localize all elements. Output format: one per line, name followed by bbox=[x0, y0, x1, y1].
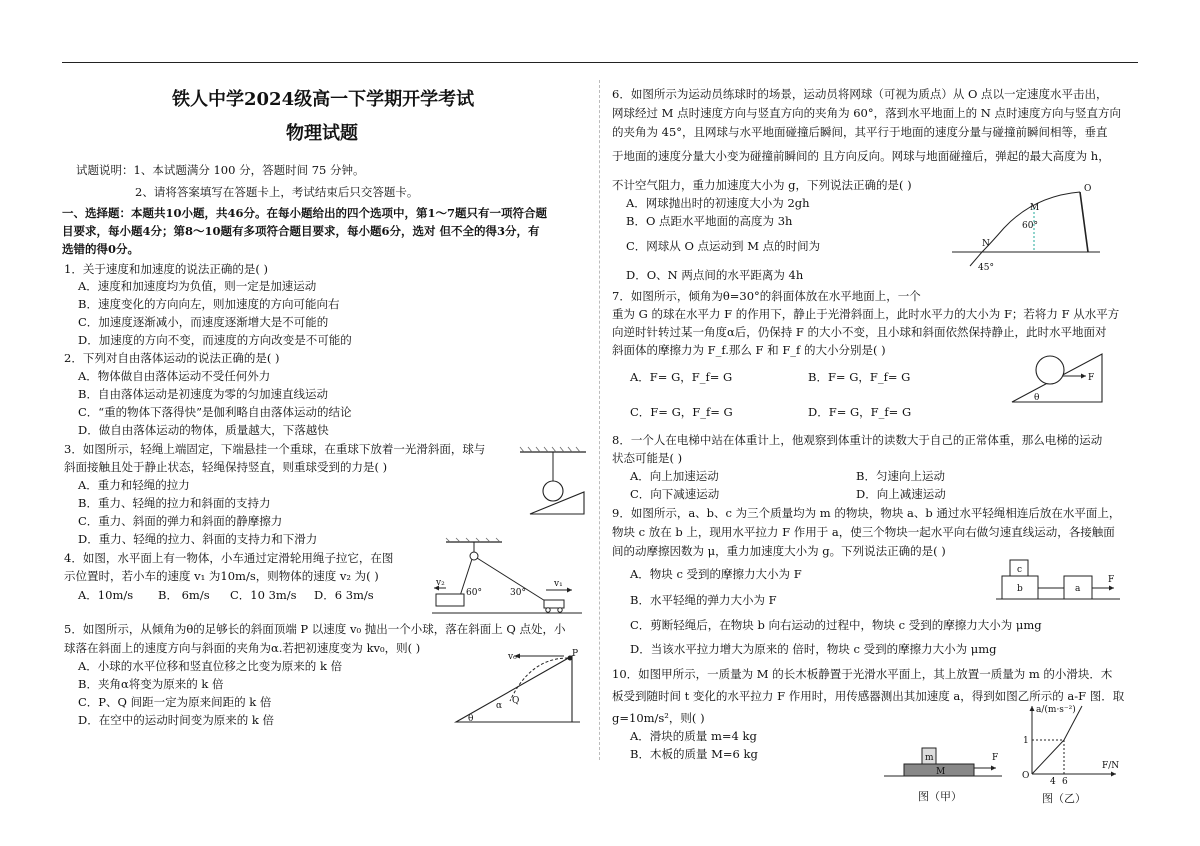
q5-option-c: C．P、Q 间距一定为原来间距的 k 倍 bbox=[78, 695, 272, 709]
q1-option-b: B．速度变化的方向向左，则加速度的方向可能向右 bbox=[78, 297, 340, 311]
q5-option-b: B．夹角α将变为原来的 k 倍 bbox=[78, 677, 224, 691]
note-1: 试题说明：1、本试题满分 100 分，答题时间 75 分钟。 bbox=[76, 163, 365, 177]
q4-label-v1: v₁ bbox=[554, 579, 563, 589]
q8-option-d: D．向上减速运动 bbox=[856, 487, 946, 501]
q4-figure bbox=[432, 538, 584, 620]
q7-label-F: F bbox=[1088, 373, 1095, 383]
q6-stem-5: 不计空气阻力，重力加速度大小为 g，下列说法正确的是( ) bbox=[612, 178, 912, 192]
q7-stem-1: 7．如图所示，倾角为θ=30°的斜面体放在水平地面上，一个 bbox=[612, 289, 921, 303]
q10-stem-2: 板受到随时间 t 变化的水平拉力 F 作用时，用传感器测出其加速度 a，得到如图乙所示的 a-F 图．取 bbox=[612, 689, 1125, 703]
q4-option-d: D．6 3m/s bbox=[314, 588, 374, 602]
q7-option-b: B．F= G，F_f= G bbox=[808, 370, 911, 384]
q2-option-d: D．做自由落体运动的物体，质量越大，下落越快 bbox=[78, 423, 329, 437]
note-2: 2、请将答案填写在答题卡上，考试结束后只交答题卡。 bbox=[135, 185, 419, 199]
q6-option-a: A．网球抛出时的初速度大小为 2gh bbox=[626, 196, 810, 210]
q3-option-b: B．重力、轻绳的拉力和斜面的支持力 bbox=[78, 496, 271, 510]
q6-stem-2: 网球经过 M 点时速度方向与竖直方向的夹角为 60°，落到水平地面上的 N 点时速度方向与竖直方向 bbox=[612, 106, 1121, 120]
q6-label-45: 45° bbox=[978, 263, 994, 273]
q10-stem-1: 10．如图甲所示，一质量为 M 的长木板静置于光滑水平面上，其上放置一质量为 m 的小滑块．木 bbox=[612, 667, 1113, 681]
q2-option-c: C．“重的物体下落得快”是伽利略自由落体运动的结论 bbox=[78, 405, 352, 419]
q1-option-c: C．加速度逐渐减小，而速度逐渐增大是不可能的 bbox=[78, 315, 329, 329]
q6-label-N: N bbox=[982, 239, 990, 249]
q8-stem-1: 8．一个人在电梯中站在体重计上，他观察到体重计的读数大于自己的正常体重，那么电梯的运动 bbox=[612, 433, 1103, 447]
q9-stem-2: 物块 c 放在 b 上，现用水平拉力 F 作用于 a，使三个物块一起水平向右做匀速直线运动，各接触面 bbox=[612, 525, 1115, 539]
q9-figure bbox=[996, 558, 1120, 602]
exam-title: 铁人中学2024级高一下学期开学考试 bbox=[172, 89, 475, 110]
q6-label-O: O bbox=[1084, 184, 1092, 194]
q3-option-d: D．重力、轻绳的拉力、斜面的支持力和下滑力 bbox=[78, 532, 318, 546]
q4-stem-1: 4．如图，水平面上有一物体，小车通过定滑轮用绳子拉它，在图 bbox=[64, 551, 394, 565]
q9-option-a: A．物块 c 受到的摩擦力大小为 F bbox=[630, 567, 802, 581]
q6-label-60: 60° bbox=[1022, 221, 1038, 231]
q10a-caption: 图（甲） bbox=[918, 790, 962, 803]
q9-stem-1: 9．如图所示，a、b、c 为三个质量均为 m 的物块，物块 a、b 通过水平轻绳相连后放在水平面上， bbox=[612, 506, 1121, 520]
q5-label-Q: Q bbox=[512, 696, 520, 706]
column-divider bbox=[599, 80, 600, 760]
q5-option-a: A．小球的水平位移和竖直位移之比变为原来的 k 倍 bbox=[78, 659, 343, 673]
q8-option-c: C．向下减速运动 bbox=[630, 487, 720, 501]
q10b-label-origin: O bbox=[1022, 771, 1030, 781]
q7-option-a: A．F= G，F_f= G bbox=[630, 370, 733, 384]
q7-stem-4: 斜面体的摩擦力为 F_f.那么 F 和 F_f 的大小分别是( ) bbox=[612, 343, 886, 357]
q10b-label-y1: 1 bbox=[1023, 736, 1029, 746]
q4-label-60: 60° bbox=[466, 588, 482, 598]
q5-label-P: P bbox=[572, 649, 579, 659]
q9-option-c: C．剪断轻绳后，在物块 b 向右运动的过程中，物块 c 受到的摩擦力大小为 μmg bbox=[630, 618, 1042, 632]
q8-stem-2: 状态可能是( ) bbox=[612, 451, 683, 465]
q3-figure bbox=[520, 446, 590, 518]
q5-label-v0: v₀ bbox=[508, 652, 517, 662]
q9-label-F: F bbox=[1108, 575, 1115, 585]
q6-stem-1: 6．如图所示为运动员练球时的场景，运动员将网球（可视为质点）从 O 点以一定速度水平击出， bbox=[612, 87, 1108, 101]
q7-figure bbox=[1006, 350, 1110, 406]
q2-stem: 2．下列对自由落体运动的说法正确的是( ) bbox=[64, 351, 280, 365]
q1-stem: 1．关于速度和加速度的说法正确的是( ) bbox=[64, 262, 268, 276]
q3-option-a: A．重力和轻绳的拉力 bbox=[78, 478, 190, 492]
q4-label-v2: v₂ bbox=[436, 578, 445, 588]
q4-option-a: A．10m/s bbox=[78, 588, 134, 602]
q3-stem-2: 斜面接触且处于静止状态，轻绳保持竖直，则重球受到的力是( ) bbox=[64, 460, 388, 474]
q9-label-a: a bbox=[1075, 584, 1081, 594]
q6-option-c: C．网球从 O 点运动到 M 点的时间为 bbox=[626, 239, 821, 253]
q10a-label-M: M bbox=[936, 767, 946, 777]
q7-stem-3: 向逆时针转过某一角度α后，仍保持 F 的大小不变，且小球和斜面依然保持静止，此时水平地面对 bbox=[612, 325, 1107, 339]
q10b-caption: 图（乙） bbox=[1042, 792, 1086, 805]
q6-stem-3: 的夹角为 45°，且网球与水平地面碰撞后瞬间，其平行于地面的速度分量与碰撞前瞬间相等，垂直 bbox=[612, 125, 1108, 139]
q2-option-a: A．物体做自由落体运动不受任何外力 bbox=[78, 369, 271, 383]
q10b-label-x4: 4 bbox=[1050, 777, 1056, 787]
q5-label-theta: θ bbox=[468, 714, 474, 724]
q6-figure bbox=[952, 182, 1102, 274]
q10b-label-x6: 6 bbox=[1062, 777, 1068, 787]
q10-stem-3: g=10m/s²，则( ) bbox=[612, 711, 705, 725]
q3-stem-1: 3．如图所示，轻绳上端固定，下端悬挂一个重球，在重球下放着一光滑斜面，球与 bbox=[64, 442, 486, 456]
q5-figure bbox=[452, 646, 580, 726]
q4-label-30: 30° bbox=[510, 588, 526, 598]
q3-option-c: C．重力、斜面的弹力和斜面的静摩擦力 bbox=[78, 514, 283, 528]
q4-option-c: C．10 3m/s bbox=[230, 588, 297, 602]
q9-label-b: b bbox=[1017, 584, 1023, 594]
q6-option-b: B．O 点距水平地面的高度为 3h bbox=[626, 214, 793, 228]
q8-option-b: B．匀速向上运动 bbox=[856, 469, 945, 483]
q7-option-c: C．F= G，F_f= G bbox=[630, 405, 733, 419]
q9-option-d: D．当该水平拉力增大为原来的 倍时，物块 c 受到的摩擦力大小为 μmg bbox=[630, 642, 997, 656]
exam-subject: 物理试题 bbox=[286, 123, 358, 144]
q1-option-d: D．加速度的方向不变，而速度的方向改变是不可能的 bbox=[78, 333, 352, 347]
q7-stem-2: 重为 G 的球在水平力 F 的作用下，静止于光滑斜面上，此时水平力的大小为 F；若将力 F 从水平方 bbox=[612, 307, 1120, 321]
header-rule bbox=[62, 62, 1138, 63]
q10-figure-a bbox=[884, 742, 1004, 806]
q6-option-d: D．O、N 两点间的水平距离为 4h bbox=[626, 268, 804, 282]
q8-option-a: A．向上加速运动 bbox=[630, 469, 719, 483]
q7-option-d: D．F= G，F_f= G bbox=[808, 405, 912, 419]
q4-stem-2: 示位置时，若小车的速度 v₁ 为10m/s，则物体的速度 v₂ 为( ) bbox=[64, 569, 379, 583]
q5-option-d: D．在空中的运动时间变为原来的 k 倍 bbox=[78, 713, 274, 727]
q10-option-b: B．木板的质量 M=6 kg bbox=[630, 747, 758, 761]
q10a-label-F: F bbox=[992, 753, 999, 763]
q6-label-M: M bbox=[1030, 203, 1040, 213]
q5-label-alpha: α bbox=[496, 701, 503, 711]
q1-option-a: A．速度和加速度均为负值，则一定是加速运动 bbox=[78, 279, 317, 293]
q6-stem-4: 于地面的速度分量大小变为碰撞前瞬间的 且方向反向。网球与地面碰撞后，弹起的最大高度为 h， bbox=[612, 149, 1110, 163]
q9-stem-3: 间的动摩擦因数为 μ，重力加速度大小为 g。下列说法正确的是( ) bbox=[612, 544, 946, 558]
q5-stem-1: 5．如图所示，从倾角为θ的足够长的斜面顶端 P 以速度 v₀ 抛出一个小球，落在斜面上 Q 点处，小 bbox=[64, 622, 566, 636]
q4-option-b: B． 6m/s bbox=[158, 588, 210, 602]
q5-stem-2: 球落在斜面上的速度方向与斜面的夹角为α.若把初速度变为 kv₀，则( ) bbox=[64, 641, 421, 655]
q10-option-a: A．滑块的质量 m=4 kg bbox=[630, 729, 757, 743]
q2-option-b: B．自由落体运动是初速度为零的匀加速直线运动 bbox=[78, 387, 328, 401]
q10b-label-ylabel: a/(m·s⁻²) bbox=[1036, 705, 1076, 715]
section-heading-2: 目要求，每小题4分；第8～10题有多项符合题目要求，每小题6分，选对 但不全的得3分，有 bbox=[62, 224, 540, 238]
q9-option-b: B．水平轻绳的弹力大小为 F bbox=[630, 593, 777, 607]
q9-label-c: c bbox=[1017, 565, 1023, 575]
section-heading-3: 选错的得0分。 bbox=[62, 242, 140, 256]
q10b-label-xlabel: F/N bbox=[1102, 761, 1120, 771]
q7-label-theta: θ bbox=[1034, 393, 1040, 403]
section-heading-1: 一、选择题：本题共10小题，共46分。在每小题给出的四个选项中，第1～7题只有一项符合题 bbox=[62, 206, 548, 220]
q10-figure-b bbox=[1016, 702, 1126, 806]
q10a-label-m: m bbox=[925, 753, 934, 763]
